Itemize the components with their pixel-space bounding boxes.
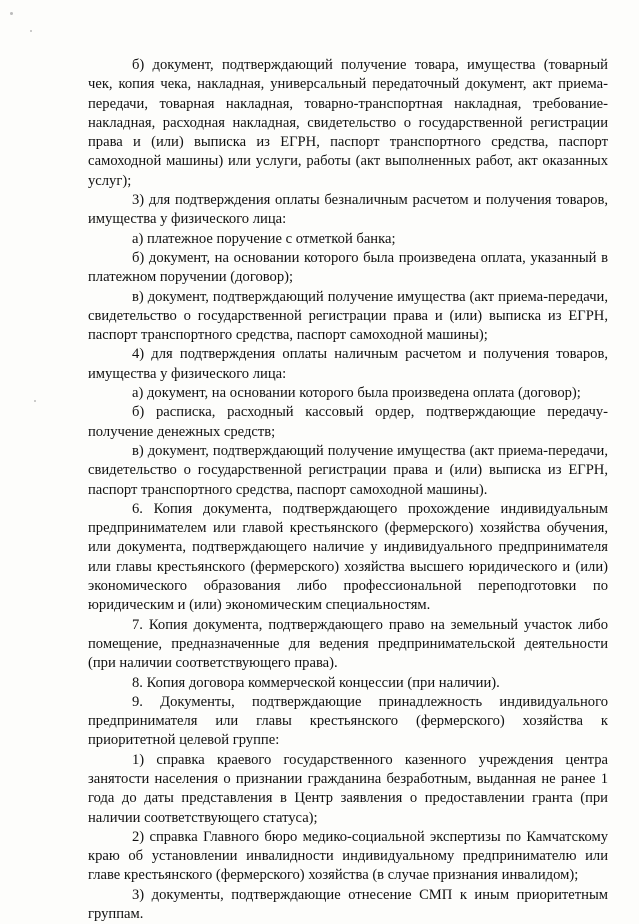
paragraph: б) расписка, расходный кассовый ордер, подтверждающие передачу-получение денежных средств;: [88, 404, 608, 440]
paragraph: б) документ, на основании которого была произведена оплата, указанный в платежном поручении (договор);: [88, 249, 608, 286]
paragraph: 3) документы, подтверждающие отнесение СМП к иным приоритетным группам.: [88, 886, 608, 923]
paragraph: в) документ, подтверждающий получение имущества (акт приема-передачи, свидетельство о государственной регистрации права и (или) выписка из ЕГРН, паспорт транспортного средства, паспорт самоходной машины).: [88, 442, 608, 498]
paragraph: 4) для подтверждения оплаты наличным расчетом и получения товаров, имущества у физического лица:: [88, 346, 608, 382]
paragraph: 7. Копия документа, подтверждающего право на земельный участок либо помещение, предназначенные для ведения предпринимательской деятельности (при наличии соответствующего права).: [88, 616, 608, 672]
paragraph: б) документ, подтверждающий получение товара, имущества (товарный чек, копия чека, накладная, универсальный передаточный документ, акт приема-передачи, товарная накладная, товарно-транспортная накладная, требование-накладная, расходная накладная, свидетельство о государственной регистрации права и (или) выписка из ЕГРН, паспорт транспортного средства, паспорт самоходной машины) или услуги, работы (акт выполненных работ, акт оказанных услуг);: [88, 57, 608, 189]
paragraph: 8. Копия договора коммерческой концессии (при наличии).: [132, 674, 500, 691]
paragraph: 9. Документы, подтверждающие принадлежность индивидуального предпринимателя или главы крестьянского (фермерского) хозяйства к приоритетной целевой группе:: [88, 693, 608, 749]
paragraph: в) документ, подтверждающий получение имущества (акт приема-передачи, свидетельство о государственной регистрации права и (или) выписка из ЕГРН, паспорт транспортного средства, паспорт самоходной машины);: [88, 288, 608, 344]
paragraph: 6. Копия документа, подтверждающего прохождение индивидуальным предпринимателем или главой крестьянского (фермерского) хозяйства обучения, или документа, подтверждающего наличие у индивидуального предпринимателя или главы крестьянского (фермерского) хозяйства высшего юридического и (или) экономического образования либо профессиональной переподготовки по юридическим и (или) экономическим специальностям.: [88, 500, 608, 614]
paragraph: 3) для подтверждения оплаты безналичным расчетом и получения товаров, имущества у физического лица:: [88, 192, 608, 228]
paragraph: 1) справка краевого государственного казенного учреждения центра занятости населения о признании гражданина безработным, выданная не ранее 1 года до даты представления в Центр заявления о предоставлении гранта (при наличии соответствующего статуса);: [88, 751, 608, 826]
document-body: [88, 56, 608, 924]
paragraph: а) документ, на основании которого была произведена оплата (договор);: [132, 385, 581, 402]
paragraph: а) платежное поручение с отметкой банка;: [132, 230, 396, 247]
scan-speck: [34, 400, 36, 402]
scan-speck: [10, 12, 13, 15]
paragraph: 2) справка Главного бюро медико-социальной экспертизы по Камчатскому краю об установлении инвалидности индивидуальному предпринимателю или главе крестьянского (фермерского) хозяйства (в случае признания инвалидом);: [88, 828, 608, 884]
scan-speck: [30, 30, 32, 32]
